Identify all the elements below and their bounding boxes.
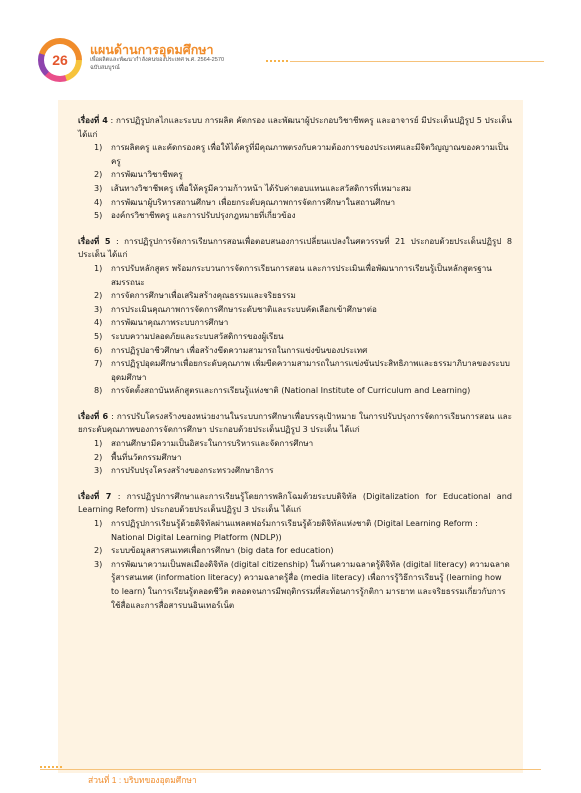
header-title: แผนด้านการอุดมศึกษา [90,43,214,57]
header-subtitle-line2: ฉบับสมบูรณ์ [90,65,120,71]
page-number-badge [38,38,82,82]
list-item: 4) การพัฒนาผู้บริหารสถานศึกษา เพื่อยกระดับคุณภาพการจัดการศึกษาในสถานศึกษา [94,196,396,207]
section-intro: : การปรับโครงสร้างของหน่วยงานในระบบการศึกษาเพื่อบรรลุเป้าหมาย ในการปรับปรุงการจัดการเรียนการสอน และยกระดับคุณภาพของการจัดการศึกษา ประกอบด้วยประเด็นปฏิรูป 3 ประเด็น ได้แก่ [78,410,512,435]
page-header [0,0,581,92]
page-footer [0,765,581,793]
section-heading [78,410,512,437]
section-intro: : การปฏิรูปการศึกษาและการเรียนรู้โดยการพลิกโฉมด้วยระบบดิจิทัล (Digitalization for Educational and Learning Reform) ประกอบด้วยประเด็นปฏิรูป 3 ประเด็น ได้แก่ [78,490,512,515]
list-item: 3) การประเมินคุณภาพการจัดการศึกษาระดับชาติและระบบคัดเลือกเข้าศึกษาต่อ [94,303,377,314]
section-7 [78,490,512,612]
section-label: เรื่องที่ 7 [78,490,112,501]
section-label: เรื่องที่ 6 [78,410,109,421]
header-divider [290,61,544,62]
section-label: เรื่องที่ 5 [78,235,111,246]
list-item: 1) สถานศึกษามีความเป็นอิสระในการบริหารและจัดการศึกษา [94,438,314,449]
list-item: 2) ระบบข้อมูลสารสนเทศเพื่อการศึกษา (big data for education) [94,545,334,556]
list-item: 2) การจัดการศึกษาเพื่อเสริมสร้างคุณธรรมและจริยธรรม [94,290,296,301]
section-items [78,437,512,478]
list-item: 1) การผลิตครู และคัดกรองครู เพื่อให้ได้ครูที่มีคุณภาพตรงกับความต้องการของประเทศและมีจิตวิญญาณของความเป็นครู [94,142,509,166]
list-item: 5) ระบบความปลอดภัยและระบบสวัสดิการของผู้เรียน [94,330,284,341]
footer-divider [40,769,541,770]
header-subtitle-line1: เพื่อผลิตและพัฒนากำลังคนของประเทศ พ.ศ. 2564-2570 [90,57,225,63]
list-item: 5) องค์กรวิชาชีพครู และการปรับปรุงกฎหมายที่เกี่ยวข้อง [94,210,296,221]
list-item: 3) เส้นทางวิชาชีพครู เพื่อให้ครูมีความก้าวหน้า ได้รับค่าตอบแทนและสวัสดิการที่เหมาะสม [94,182,412,193]
section-heading [78,490,512,517]
header-subtitle [90,56,224,72]
list-item: 2) การพัฒนาวิชาชีพครู [94,169,183,180]
list-item: 3) การปรับปรุงโครงสร้างของกระทรวงศึกษาธิการ [94,465,274,476]
header-dots-divider [266,60,288,65]
section-items [78,262,512,398]
section-items [78,141,512,223]
content-body [78,114,512,624]
list-item: 7) การปฏิรูปอุดมศึกษาเพื่อยกระดับคุณภาพ เพิ่มขีดความสามารถในการแข่งขันประสิทธิภาพและธรรมาภิบาลของระบบอุดมศึกษา [94,358,510,382]
list-item: 6) การปฏิรูปอาชีวศึกษา เพื่อสร้างขีดความสามารถในการแข่งขันของประเทศ [94,344,368,355]
section-5 [78,235,512,398]
section-heading [78,235,512,262]
list-item: 4) การพัฒนาคุณภาพระบบการศึกษา [94,317,229,328]
section-4 [78,114,512,223]
list-item: 8) การจัดตั้งสถาบันหลักสูตรและการเรียนรู้แห่งชาติ (National Institute of Curriculum and Learning) [94,385,471,396]
list-item: 3) การพัฒนาความเป็นพลเมืองดิจิทัล (digital citizenship) ในด้านความฉลาดรู้ดิจิทัล (digital literacy) ความฉลาดรู้สารสนเทศ (information literacy) ความฉลาดรู้สื่อ (media literacy) เพื่อการรู้วิธีการเรียนรู้ (learning how to learn) ในการเรียนรู้ตลอดชีวิต ตลอดจนการมีพฤติกรรมที่สะท้อนการรู้กติกา มารยาท และจริยธรรมเกี่ยวกับการใช้สื่อและการสื่อสารบนอินเทอร์เน็ต [94,558,510,610]
list-item: 1) การปรับหลักสูตร พร้อมกระบวนการจัดการเรียนการสอน และการประเมินเพื่อพัฒนาการเรียนรู้เป็นหลักสูตรฐานสมรรถนะ [94,262,492,287]
list-item: 2) พื้นที่นวัตกรรมศึกษา [94,451,182,462]
section-intro: : การปฏิรูปกลไกและระบบ การผลิต คัดกรอง และพัฒนาผู้ประกอบวิชาชีพครู และอาจารย์ มีประเด็นปฏิรูป 5 ประเด็น ได้แก่ [78,115,512,139]
footer-dots-divider [40,766,62,768]
section-heading [78,114,512,141]
section-6 [78,410,512,478]
section-label: เรื่องที่ 4 [78,115,108,125]
section-intro: : การปฏิรูปการจัดการเรียนการสอนเพื่อตอบสนองการเปลี่ยนแปลงในศตวรรษที่ 21 ประกอบด้วยประเด็นปฏิรูป 8 ประเด็น ได้แก่ [78,235,512,260]
list-item: 1) การปฏิรูปการเรียนรู้ด้วยดิจิทัลผ่านแพลตฟอร์มการเรียนรู้ด้วยดิจิทัลแห่งชาติ (Digital Learning Reform : National Digital Learning Platform (NDLP)) [94,518,478,542]
page-number: 26 [44,44,76,76]
footer-section-title: ส่วนที่ 1 : บริบทของอุดมศึกษา [88,775,197,785]
section-items [78,517,512,612]
